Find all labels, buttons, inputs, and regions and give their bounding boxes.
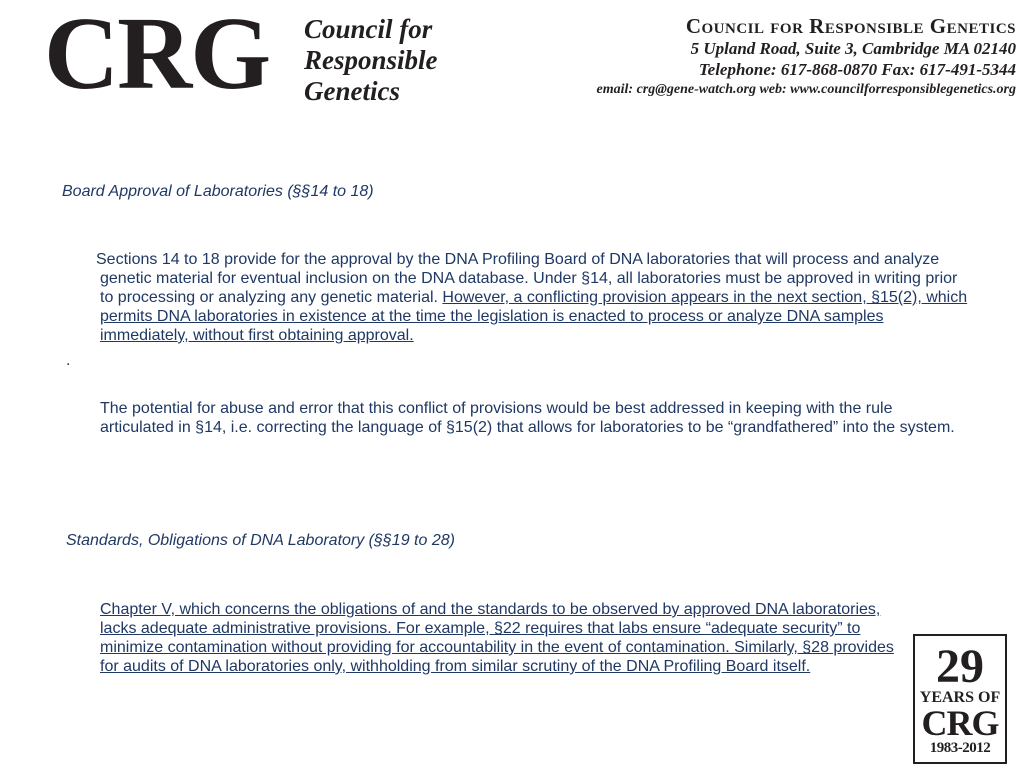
paragraph-chapter-v: Chapter V, which concerns the obligations of and the standards to be observed by approved DNA laboratories, lacks adequate administrative provisions. For example, §22 requires that labs ensure “adequate security” to minimize contamination without providing for accountability in the event of contamination. Similarly, §28 provides for audits of DNA laboratories only, withholding from similar scrutiny of the DNA Profiling Board itself. — [100, 601, 894, 675]
contact-org-name: Council for Responsible Genetics — [685, 14, 1016, 38]
logo-org-name — [304, 14, 438, 107]
badge-initials: CRG — [921, 703, 999, 743]
contact-phone-fax: Telephone: 617-868-0870 Fax: 617-491-5344 — [698, 60, 1016, 79]
badge-years-of: YEARS OF — [919, 689, 1001, 706]
paragraph-board-approval — [96, 250, 968, 345]
paragraph-plain-text: Sections 14 to 18 provide for the approval by the DNA Profiling Board of DNA laboratories that will process and analyze genetic material for eventual inclusion on the DNA database. Under §14, all laboratories must be approved in writing prior to processing or analyzing any genetic material. — [96, 251, 958, 306]
crg-logo: CRG — [44, 0, 270, 111]
badge-number: 29 — [936, 640, 984, 693]
logo-name-line-2: Responsible — [304, 45, 438, 75]
anniversary-badge — [913, 634, 1007, 764]
paragraph-underlined-text: However, a conflicting provision appears in the next section, §15(2), which permits DNA laboratories in existence at the time the legislation is enacted to process or analyze DNA samples immediately, without first obtaining approval. — [100, 289, 968, 344]
stray-period: . — [66, 352, 71, 369]
badge-year-range: 1983-2012 — [929, 740, 991, 756]
contact-address: 5 Upland Road, Suite 3, Cambridge MA 02140 — [690, 39, 1016, 58]
paragraph-conflict-provisions: The potential for abuse and error that this conflict of provisions would be best addressed in keeping with the rule articulated in §14, i.e. correcting the language of §15(2) that allows for laboratories to be “grandfathered” into the system. — [100, 400, 955, 436]
contact-email-web: email: crg@gene-watch.org web: www.councilforresponsiblegenetics.org — [596, 82, 1016, 97]
section-heading-board-approval: Board Approval of Laboratories (§§14 to 18) — [62, 183, 374, 200]
logo-name-line-3: Genetics — [304, 76, 400, 106]
logo-name-line-1: Council for — [304, 14, 433, 44]
contact-block — [597, 14, 1016, 99]
section-heading-standards: Standards, Obligations of DNA Laboratory (§§19 to 28) — [66, 532, 455, 549]
